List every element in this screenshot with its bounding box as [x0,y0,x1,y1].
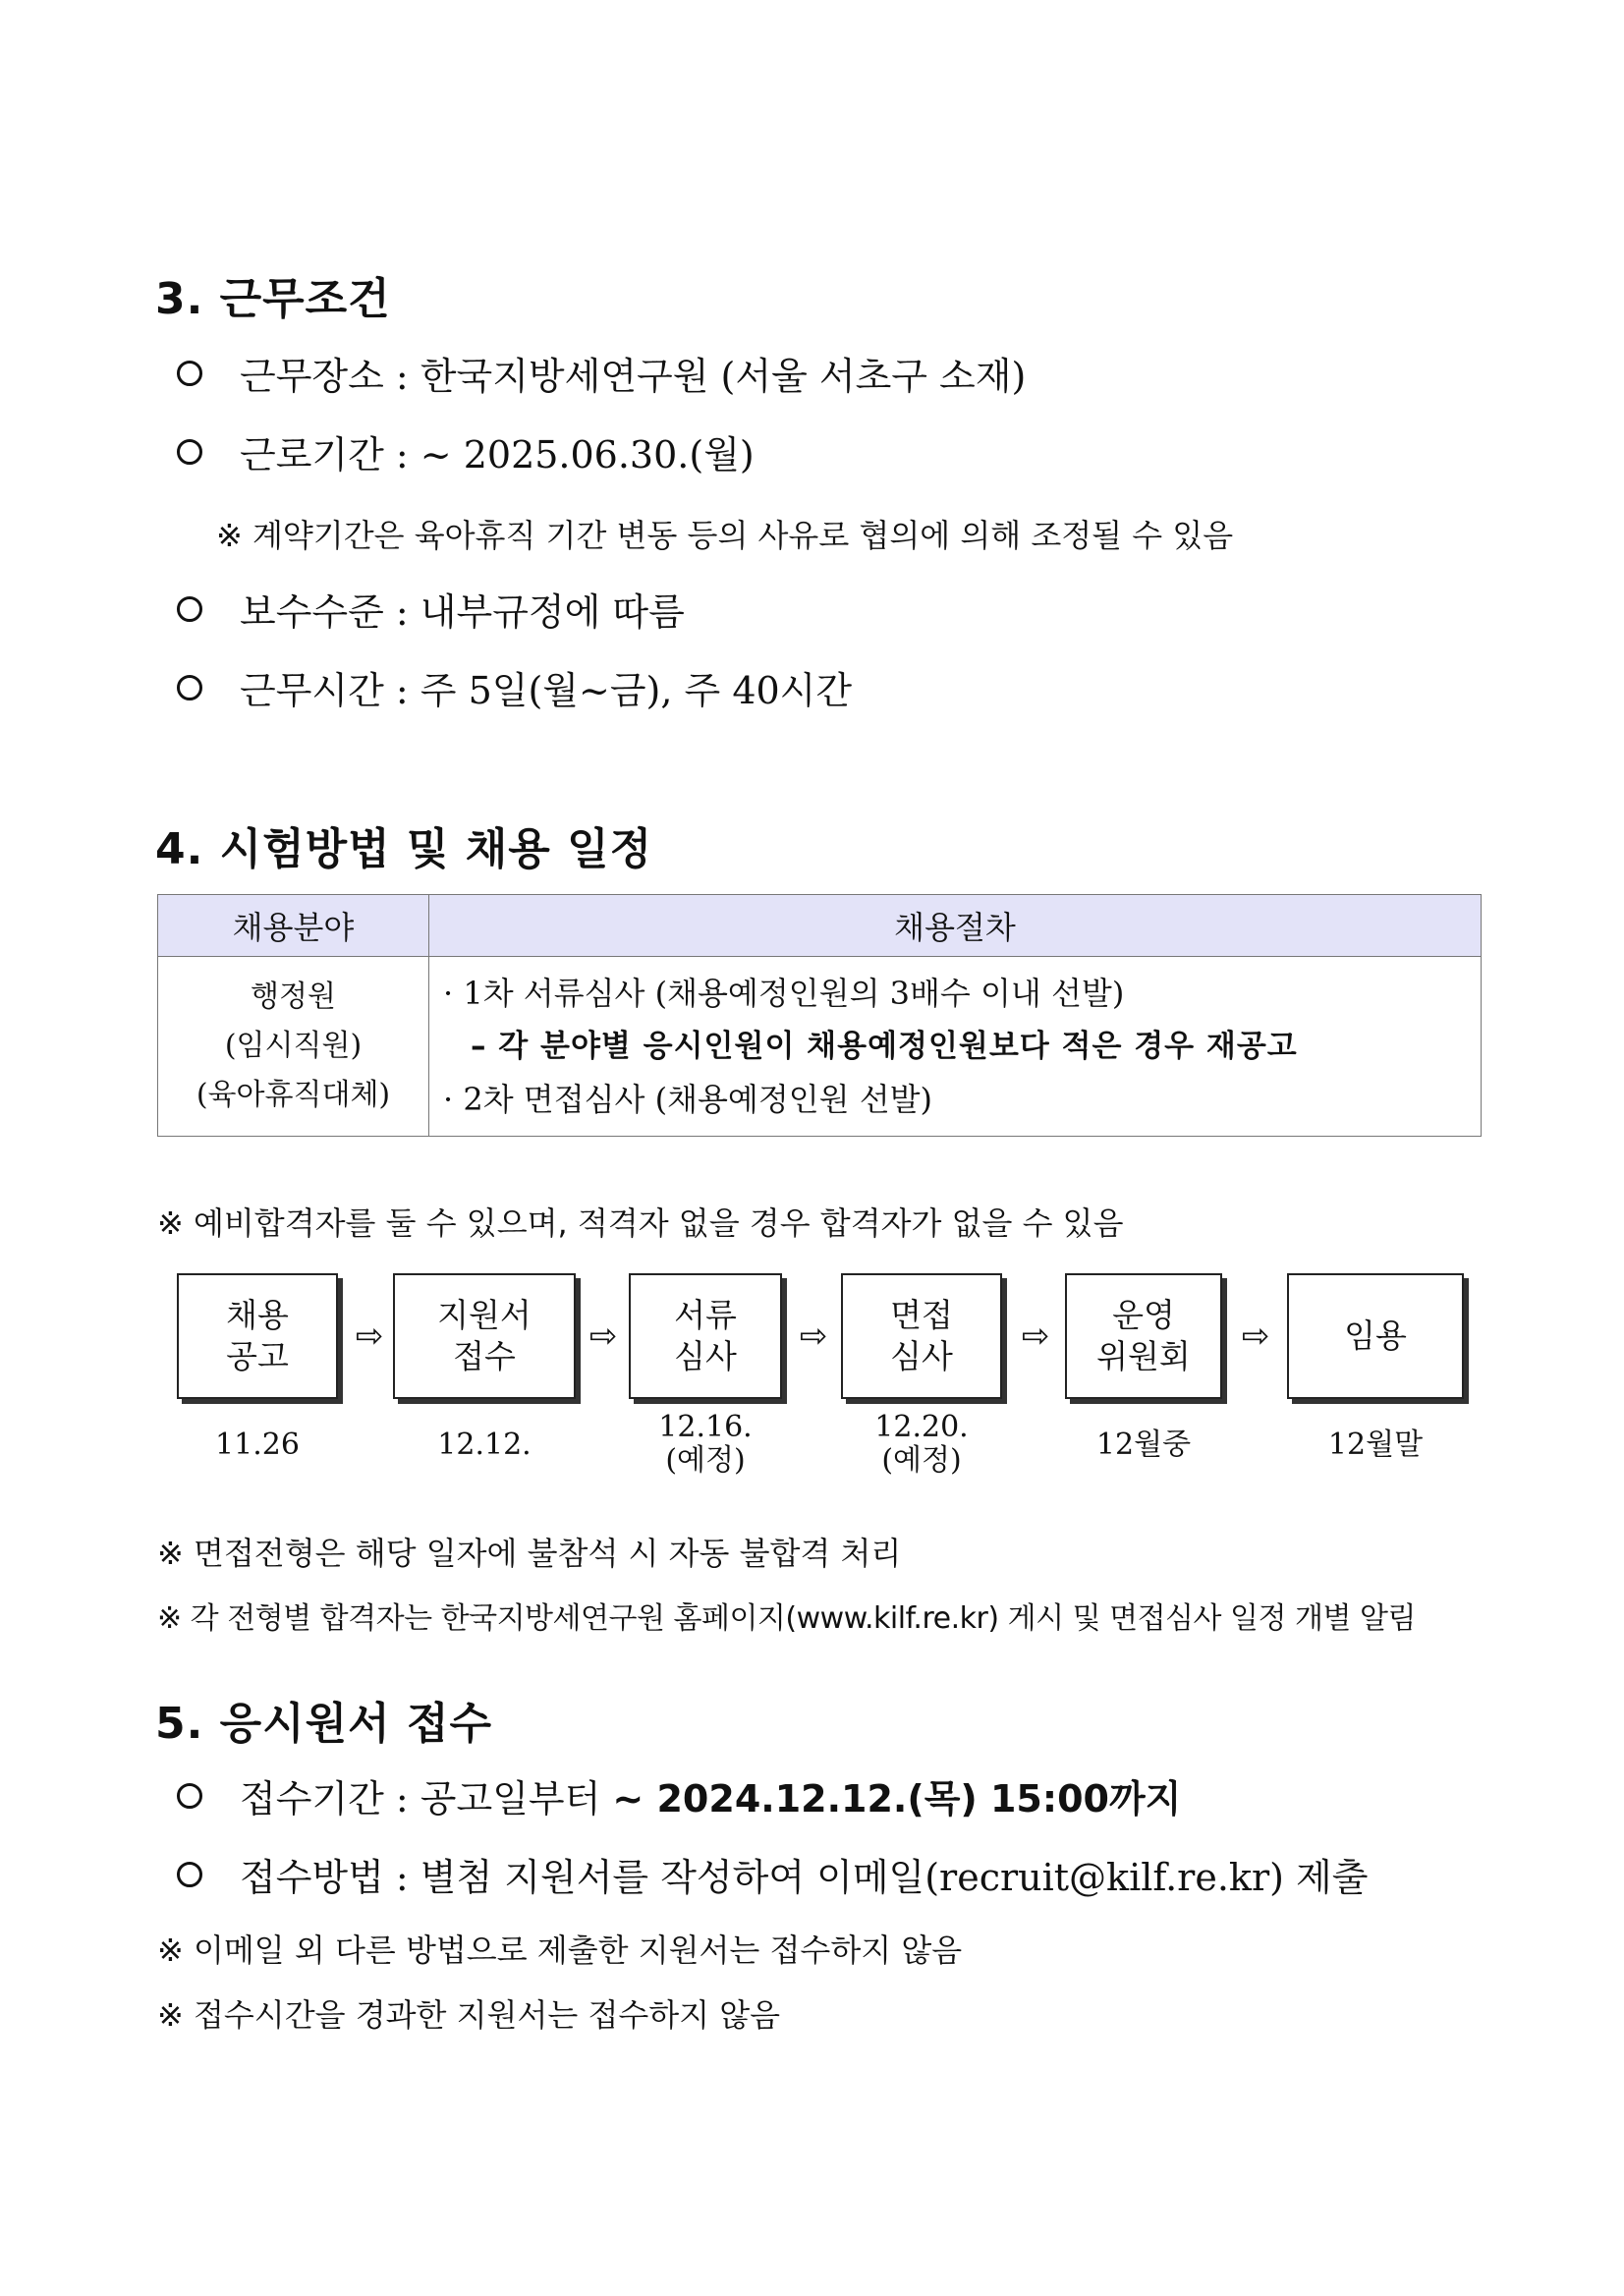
flow-date [393,1428,576,1462]
work-hours-item [177,660,852,714]
flow-date-text: 12.20. [874,1410,969,1444]
flow-step-label: 위원회 [1096,1337,1191,1375]
application-deadline: ~ 2024.12.12.(목) 15:00까지 [612,1777,1182,1820]
right-arrow-icon: ⇨ [588,1316,618,1356]
salary-item [177,582,685,636]
contract-period-note: ※ 계약기간은 육아휴직 기간 변동 등의 사유로 협의에 의해 조정될 수 있음 [216,517,1234,554]
flow-date-status: (예정) [881,1443,962,1478]
salary-text: 보수수준 : 내부규정에 따름 [240,590,685,634]
circle-bullet-icon [177,1783,202,1809]
right-arrow-icon: ⇨ [1021,1316,1050,1356]
flow-step-document-review [629,1273,782,1399]
flow-step-committee [1065,1273,1222,1399]
field-line-1: 행정원 [251,980,336,1014]
recruitment-table [157,894,1482,1137]
interview-absence-note: ※ 면접전형은 해당 일자에 불참석 시 자동 불합격 처리 [157,1535,902,1572]
section-3-title: 3. 근무조건 [155,274,391,324]
field-cell [158,957,429,1137]
application-period-text [240,1768,1181,1822]
application-period-prefix: 접수기간 : 공고일부터 [240,1777,613,1820]
circle-bullet-icon [177,596,202,622]
flow-step-application [393,1273,576,1399]
field-line-3: (육아휴직대체) [196,1078,391,1112]
flow-date [629,1411,782,1478]
table-header-row [158,895,1482,957]
flow-date-status: (예정) [665,1443,746,1478]
flow-step-label: 심사 [890,1337,953,1375]
flow-step-label: 채용 [226,1296,289,1334]
circle-bullet-icon [177,361,202,386]
flow-date [1065,1428,1222,1462]
flow-step-label: 면접 [890,1296,953,1334]
announcement-note: ※ 각 전형별 합격자는 한국지방세연구원 홈페이지(www.kilf.re.kr) 게시 및 면접심사 일정 개별 알림 [157,1601,1417,1636]
flow-step-label: 운영 [1112,1296,1175,1334]
flow-step-label: 접수 [453,1337,516,1375]
flow-step-appointment [1287,1273,1464,1399]
procedure-step-1: · 1차 서류심사 (채용예정인원의 3배수 이내 선발) [443,975,1125,1012]
procedure-step-1-sub: – 각 분야별 응시인원이 채용예정인원보다 적은 경우 재공고 [471,1029,1298,1064]
field-line-2: (임시직원) [224,1029,363,1063]
header-procedure: 채용절차 [429,895,1482,957]
right-arrow-icon: ⇨ [1241,1316,1270,1356]
work-period-text: 근로기간 : ~ 2025.06.30.(월) [240,433,755,476]
section-5-title: 5. 응시원서 접수 [155,1699,492,1749]
section-4-title: 4. 시험방법 및 채용 일정 [155,824,653,874]
circle-bullet-icon [177,675,202,700]
flow-date-text: 12.12. [437,1428,532,1462]
flow-date-text: 12월말 [1327,1428,1424,1462]
flow-step-label: 지원서 [437,1296,532,1334]
header-field: 채용분야 [158,895,429,957]
procedure-cell [429,957,1482,1137]
flow-date-text: 12월중 [1095,1428,1192,1462]
circle-bullet-icon [177,439,202,465]
late-submission-note: ※ 접수시간을 경과한 지원서는 접수하지 않음 [157,1996,781,2034]
flow-step-interview [841,1273,1002,1399]
application-method-text: 접수방법 : 별첨 지원서를 작성하여 이메일(recruit@kilf.re.kr) 제출 [240,1856,1369,1899]
flow-step-label: 공고 [226,1337,289,1375]
flow-date [1287,1428,1464,1462]
flow-date-text: 11.26 [215,1428,300,1462]
procedure-step-2: · 2차 면접심사 (채용예정인원 선발) [443,1081,933,1118]
table-row [158,957,1482,1137]
flow-step-label: 심사 [674,1337,737,1375]
work-location-text: 근무장소 : 한국지방세연구원 (서울 서초구 소재) [240,355,1027,398]
flow-step-label: 임용 [1344,1316,1407,1355]
work-period-item [177,424,755,478]
application-method-item [177,1847,1368,1901]
work-hours-text: 근무시간 : 주 5일(월~금), 주 40시간 [240,669,853,712]
reserve-pass-note: ※ 예비합격자를 둘 수 있으며, 적격자 없을 경우 합격자가 없을 수 있음 [157,1204,1124,1242]
email-only-note: ※ 이메일 외 다른 방법으로 제출한 지원서는 접수하지 않음 [157,1932,963,1969]
flow-date-text: 12.16. [658,1410,753,1444]
right-arrow-icon: ⇨ [355,1316,384,1356]
application-period-item [177,1768,1181,1822]
flow-step-label: 서류 [674,1296,737,1334]
work-location-item [177,346,1026,400]
flow-date [177,1428,338,1462]
right-arrow-icon: ⇨ [799,1316,828,1356]
flow-step-announcement [177,1273,338,1399]
circle-bullet-icon [177,1862,202,1887]
flow-date [841,1411,1002,1478]
